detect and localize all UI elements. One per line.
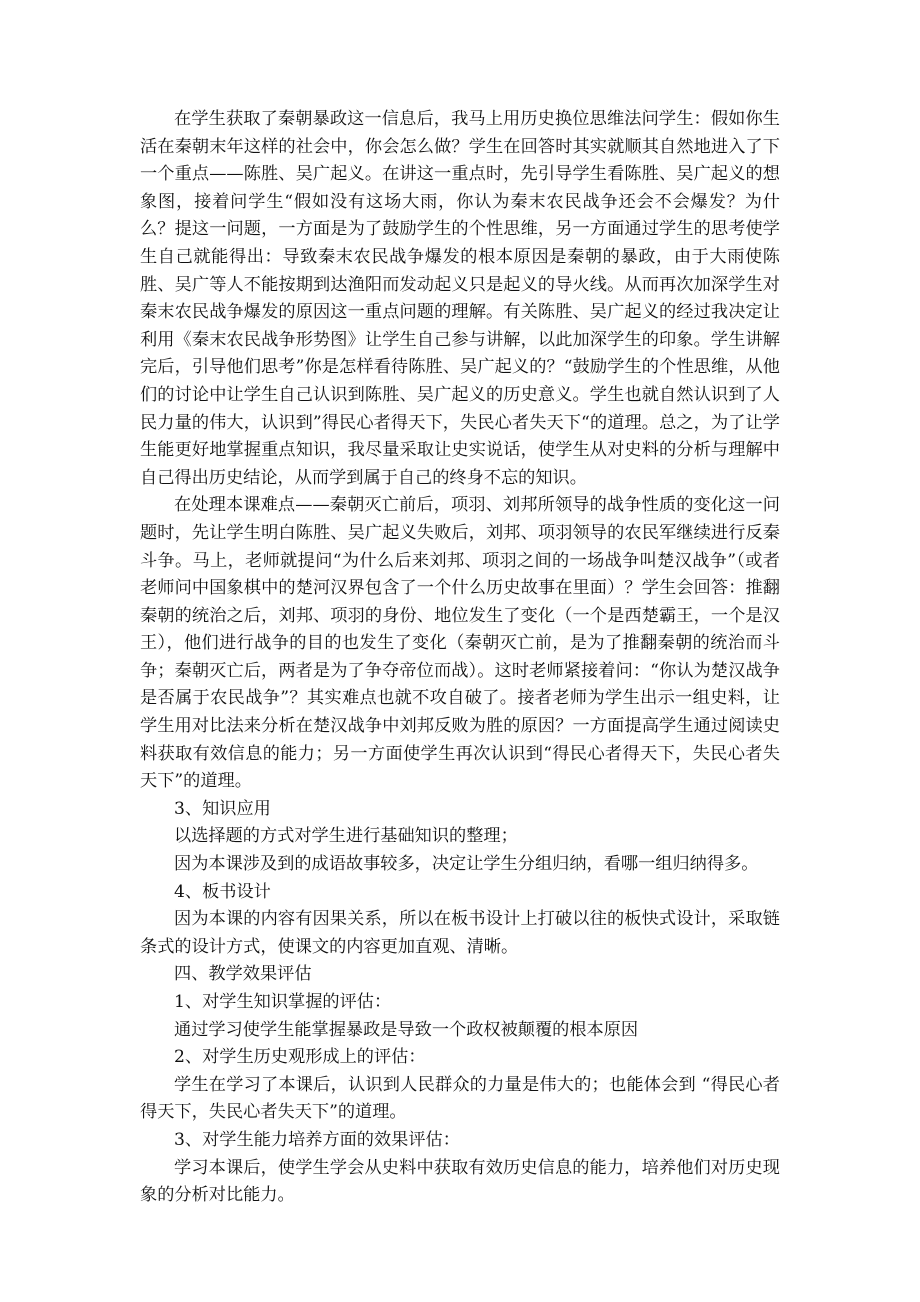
paragraph-knowledge-evaluation: 通过学习使学生能掌握暴政是导致一个政权被颠覆的根本原因 xyxy=(174,1019,639,1040)
heading-ability-evaluation: 3、对学生能力培养方面的效果评估： xyxy=(174,1129,460,1150)
heading-history-view-evaluation: 2、对学生历史观形成上的评估： xyxy=(174,1047,426,1068)
heading-blackboard-design: 4、板书设计 xyxy=(174,881,271,902)
paragraph-ability-evaluation: 学习本课后，使学生学会从史料中获取有效历史信息的能力，培养他们对历史现象的分析对比能力。 xyxy=(140,1157,780,1206)
paragraph-difficult-point-chuhan: 在处理本课难点——秦朝灭亡前后，项羽、刘邦所领导的战争性质的变化这一问题时，先让学生明白陈胜、吴广起义失败后，刘邦、项羽领导的农民军继续进行反秦斗争。马上，老师就提问“为什么后来刘邦、项羽之间的一场战争叫楚汉战争”（或者老师问中国象棋中的楚河汉界包含了一个什么历史故事在里面）？学生会回答：推翻秦朝的统治之后，刘邦、项羽的身份、地位发生了变化（一个是西楚霸王，一个是汉王），他们进行战争的目的也发生了变化（秦朝灭亡前，是为了推翻秦朝的统治而斗争；秦朝灭亡后，两者是为了争夺帝位而战）。这时老师紧接着问：“你认为楚汉战争是否属于农民战争”？其实难点也就不攻自破了。接者老师为学生出示一组史料，让学生用对比法来分析在楚汉战争中刘邦反败为胜的原因？一方面提高学生通过阅读史料获取有效信息的能力；另一方面使学生再次认识到“得民心者得天下，失民心者失天下”的道理。 xyxy=(140,495,780,792)
document-page xyxy=(140,106,780,1210)
paragraph-history-view-evaluation: 学生在学习了本课后，认识到人民群众的力量是伟大的；也能体会到 “得民心者得天下，失民心者失天下”的道理。 xyxy=(140,1074,780,1123)
heading-knowledge-evaluation: 1、对学生知识掌握的评估： xyxy=(174,992,392,1012)
paragraph-chain-design: 因为本课的内容有因果关系，所以在板书设计上打破以往的板快式设计，采取链条式的设计方式，使课文的内容更加直观、清晰。 xyxy=(140,909,780,957)
paragraph-multiple-choice: 以选择题的方式对学生进行基础知识的整理； xyxy=(174,826,518,847)
paragraph-key-point-chensheng: 在学生获取了秦朝暴政这一信息后，我马上用历史换位思维法问学生：假如你生活在秦朝末年这样的社会中，你会怎么做？学生在回答时其实就顺其自然地进入了下一个重点——陈胜、吴广起义。在讲这一重点时，先引导学生看陈胜、吴广起义的想象图，接着问学生“假如没有这场大雨，你认为秦末农民战争还会不会爆发？为什么？提这一问题，一方面是为了鼓励学生的个性思维，另一方面通过学生的思考使学生自己就能得出：导致秦末农民战争爆发的根本原因是秦朝的暴政，由于大雨使陈胜、吴广等人不能按期到达渔阳而发动起义只是起义的导火线。从而再次加深学生对秦末农民战争爆发的原因这一重点问题的理解。有关陈胜、吴广起义的经过我决定让利用《秦末农民战争形势图》让学生自己参与讲解，以此加深学生的印象。学生讲解完后，引导他们思考”你是怎样看待陈胜、吴广起义的？“鼓励学生的个性思维，从他们的讨论中让学生自己认识到陈胜、吴广起义的历史意义。学生也就自然认识到了人民力量的伟大，认识到”得民心者得天下，失民心者失天下“的道理。总之，为了让学生能更好地掌握重点知识，我尽量采取让史实说话，使学生从对史料的分析与理解中自己得出历史结论，从而学到属于自己的终身不忘的知识。 xyxy=(140,109,780,488)
heading-teaching-evaluation: 四、教学效果评估 xyxy=(174,964,312,985)
heading-knowledge-application: 3、知识应用 xyxy=(174,798,271,819)
paragraph-idiom-groups: 因为本课涉及到的成语故事较多，决定让学生分组归纳，看哪一组归纳得多。 xyxy=(174,854,759,875)
